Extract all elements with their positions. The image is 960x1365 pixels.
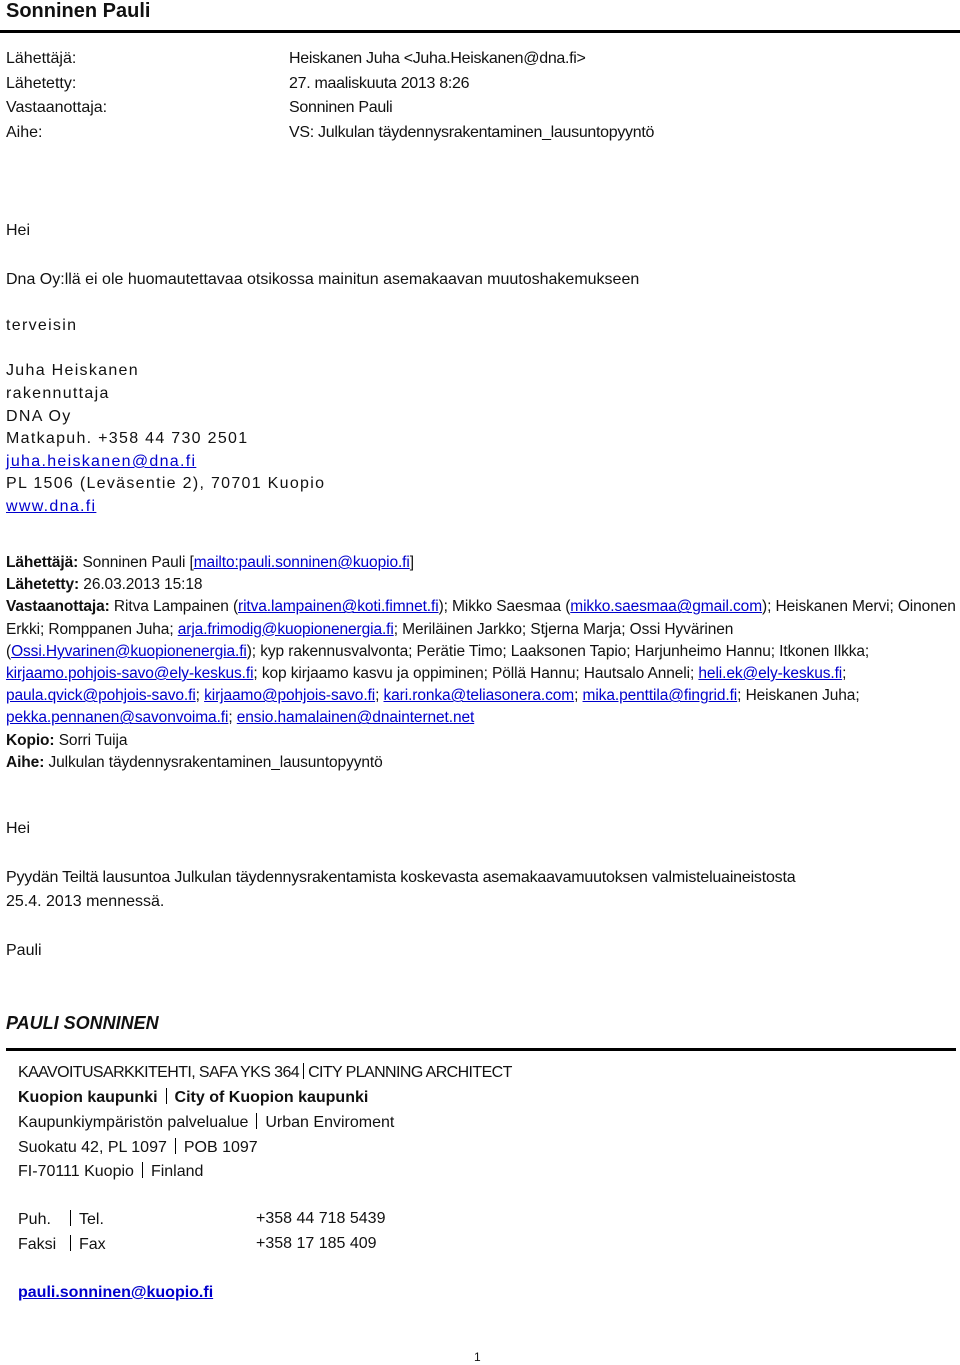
forwarded-header [6,552,956,774]
document-title: Sonninen Pauli [6,0,151,22]
signature-title-fi: KAAVOITUSARKKITEHTI, SAFA YKS 364 [18,1064,300,1081]
fwd-to-link[interactable]: ensio.hamalainen@dnainternet.net [236,709,475,727]
separator [166,1088,167,1104]
fwd-to-link[interactable]: kari.ronka@teliasonera.com [383,687,575,705]
signature-address-fi: Suokatu 42, PL 1097 [18,1139,167,1156]
fwd-to-text: ); Heiskanen Mervi; Oinonen Erkki; Romppanen Juha; [6,598,956,638]
fwd-to-link[interactable]: kirjaamo@pohjois-savo.fi [204,687,376,705]
signature-title [18,1063,512,1082]
reply-signer-phone: Matkapuh. +358 44 730 2501 [6,430,249,447]
signature-country: Finland [150,1163,204,1180]
signature-fax-label-en: Fax [79,1236,106,1253]
reply-signer-role: rakennuttaja [6,385,110,402]
header-subject-value: VS: Julkulan täydennysrakentaminen_lausuntopyyntö [289,124,655,141]
fwd-cc-value: Sorri Tuija [58,731,128,749]
signature-org-en: City of Kuopion kaupunki [174,1089,369,1106]
reply-closing: terveisin [6,317,78,334]
original-greeting: Hei [6,820,31,837]
reply-signer-name: Juha Heiskanen [6,362,139,379]
fwd-to-text: ; Heiskanen Juha; [737,687,860,705]
fwd-to-text: ); kyp rakennusvalvonta; Perätie Timo; Laaksonen Tapio; Harjunheimo Hannu; Itkonen Ilkka; [246,642,870,660]
title-divider [0,30,960,33]
fwd-to-text: ; [375,687,384,705]
fwd-from-email-link[interactable]: mailto:pauli.sonninen@kuopio.fi [193,554,410,571]
header-from-value: Heiskanen Juha <Juha.Heiskanen@dna.fi> [289,50,586,67]
signature-phone-label-fi: Puh. [18,1211,51,1228]
signature-address-en: POB 1097 [183,1139,258,1156]
fwd-to-link[interactable]: ritva.lampainen@koti.fimnet.fi [238,598,439,616]
signature-fax-value: +358 17 185 409 [256,1235,377,1252]
fwd-to-text: ); Mikko Saesmaa ( [438,598,571,616]
reply-signer-company: DNA Oy [6,408,72,425]
fwd-from-end: ] [409,554,414,571]
fwd-to-link[interactable]: pekka.pennanen@savonvoima.fi [6,709,229,727]
signature-fax-labels [18,1235,106,1254]
separator [256,1113,257,1129]
fwd-from-name: Sonninen Pauli [ [82,554,194,571]
fwd-to-link[interactable]: Ossi.Hyvarinen@kuopionenergia.fi [11,642,247,660]
fwd-to-text: ; [842,665,847,683]
reply-body: Dna Oy:llä ei ole huomautettavaa otsikossa mainitun asemakaavan muutoshakemukseen [6,271,640,288]
page-number: 1 [474,1350,481,1364]
original-body-line1: Pyydän Teiltä lausuntoa Julkulan täydennysrakentamista koskevasta asemakaavamuutoksen valmisteluaineistosta [6,869,796,886]
signature-dept-fi: Kaupunkiympäristön palvelualue [18,1114,249,1131]
fwd-to-text: ; [574,687,583,705]
signature-phone-label-en: Tel. [79,1211,104,1228]
fwd-to-text: ; kop kirjaamo kasvu ja oppiminen; Pöllä Hannu; Hautsalo Anneli; [253,665,699,683]
signature-name: PAULI SONNINEN [6,1013,159,1033]
signature-phone-labels [18,1210,104,1229]
fwd-to-link[interactable]: mika.penttila@fingrid.fi [582,687,738,705]
reply-web-link[interactable]: www.dna.fi [6,498,97,515]
fwd-to-link[interactable]: arja.frimodig@kuopionenergia.fi [177,620,394,638]
header-sent-label: Lähetetty: [6,75,77,92]
fwd-to-link[interactable]: kirjaamo.pohjois-savo@ely-keskus.fi [6,665,254,683]
header-to-label: Vastaanottaja: [6,99,108,116]
separator [70,1210,71,1226]
signature-fax-label-fi: Faksi [18,1236,57,1253]
signature-org-fi: Kuopion kaupunki [18,1089,158,1106]
signature-email-link[interactable]: pauli.sonninen@kuopio.fi [18,1284,214,1301]
signature-phone-value: +358 44 718 5439 [256,1210,386,1227]
reply-signer-email-link[interactable]: juha.heiskanen@dna.fi [6,453,197,470]
original-sign: Pauli [6,942,42,959]
signature-divider [6,1048,956,1051]
signature-address [18,1138,258,1157]
fwd-to-text: ; [228,709,237,727]
fwd-from-label: Lähettäjä: [6,554,79,571]
fwd-to-link[interactable]: mikko.saesmaa@gmail.com [570,598,763,616]
signature-org [18,1088,368,1107]
signature-city [18,1162,203,1181]
fwd-cc-label: Kopio: [6,731,55,749]
fwd-to-link[interactable]: heli.ek@ely-keskus.fi [698,665,843,683]
header-subject-label: Aihe: [6,124,43,141]
fwd-sent-value: 26.03.2013 15:18 [83,576,203,594]
fwd-subject-value: Julkulan täydennysrakentaminen_lausuntopyyntö [48,753,383,771]
separator [70,1235,71,1251]
reply-greeting: Hei [6,222,31,239]
original-body-line2: 25.4. 2013 mennessä. [6,893,165,910]
header-to-value: Sonninen Pauli [289,99,393,116]
signature-dept [18,1113,394,1132]
separator [303,1063,304,1079]
fwd-to-text: Ritva Lampainen ( [113,598,239,616]
fwd-to-text: ; [195,687,205,705]
reply-signer-address: PL 1506 (Leväsentie 2), 70701 Kuopio [6,475,326,492]
header-from-label: Lähettäjä: [6,50,77,67]
fwd-to-label: Vastaanottaja: [6,598,110,616]
separator [175,1138,176,1154]
signature-city-fi: FI-70111 Kuopio [18,1163,134,1180]
header-sent-value: 27. maaliskuuta 2013 8:26 [289,75,470,92]
signature-dept-en: Urban Enviroment [265,1114,395,1131]
fwd-to-text: ; Meriläinen Jarkko; Stjerna Marja; Ossi Hyvärinen ( [6,620,734,660]
fwd-to-link[interactable]: paula.qvick@pohjois-savo.fi [6,687,196,705]
fwd-subject-label: Aihe: [6,753,45,771]
separator [142,1162,143,1178]
fwd-sent-label: Lähetetty: [6,576,80,594]
signature-title-en: CITY PLANNING ARCHITECT [308,1064,512,1081]
